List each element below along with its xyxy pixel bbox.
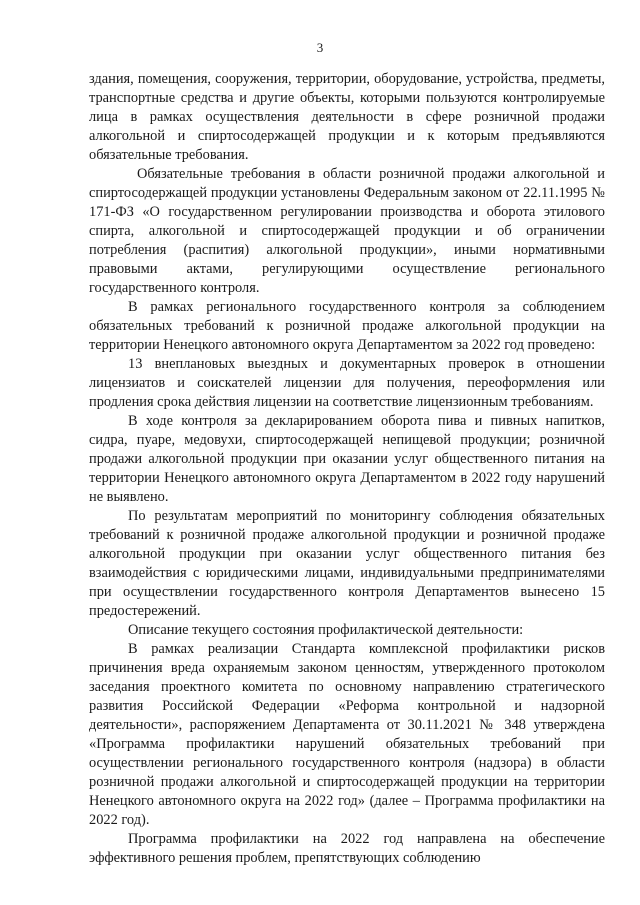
paragraph-declaration-control: В ходе контроля за декларированием оборота пива и пивных напитков, сидра, пуаре, медовухи, спиртосодержащей непищевой продукции; розничной продажи алкогольной продукции при оказании услуг общественного питания на территории Ненецкого автономного округа Департаментом в 2022 году нарушений не выявлено.	[89, 413, 605, 505]
paragraph-inspections: 13 внеплановых выездных и документарных проверок в отношении лицензиатов и соискателей лицензии для получения, переоформления или продления срока действия лицензии на соответствие лицензионным требованиям.	[89, 356, 605, 410]
paragraph-prevention-status-heading: Описание текущего состояния профилактической деятельности:	[128, 622, 524, 638]
document-body	[89, 70, 605, 868]
paragraph-objects-continuation: здания, помещения, сооружения, территории, оборудование, устройства, предметы, транспортные средства и другие объекты, которыми пользуются контролируемые лица в рамках осуществления деятельности в сфере розничной продажи алкогольной и спиртосодержащей продукции и к которым предъявляются обязательные требования.	[89, 71, 605, 163]
page-number: 3	[316, 40, 324, 55]
paragraph-monitoring-results: По результатам мероприятий по мониторингу соблюдения обязательных требований к розничной продаже алкогольной продукции и розничной продаже алкогольной продукции при оказании услуг общественного питания без взаимодействия с юридическими лицами, индивидуальными предпринимателями при осуществлении государственного контроля Департаментов вынесено 15 предостережений.	[89, 508, 605, 619]
paragraph-mandatory-requirements: Обязательные требования в области розничной продажи алкогольной и спиртосодержащей продукции установлены Федеральным законом от 22.11.1995 № 171-ФЗ «О государственном регулировании производства и оборота этилового спирта, алкогольной и спиртосодержащей продукции и об ограничении потребления (распития) алкогольной продукции», иными нормативными правовыми актами, регулирующими осуществление регионального государственного контроля.	[89, 166, 605, 296]
paragraph-program-goal: Программа профилактики на 2022 год направлена на обеспечение эффективного решения проблем, препятствующих соблюдению	[89, 831, 605, 866]
paragraph-regional-control: В рамках регионального государственного контроля за соблюдением обязательных требований к розничной продаже алкогольной продукции на территории Ненецкого автономного округа Департаментом за 2022 год проведено:	[89, 299, 605, 353]
paragraph-prevention-standard: В рамках реализации Стандарта комплексной профилактики рисков причинения вреда охраняемым законом ценностям, утвержденного протоколом заседания проектного комитета по основному направлению стратегического развития Российской Федерации «Реформа контрольной и надзорной деятельности», распоряжением Департамента от 30.11.2021 № 348 утверждена «Программа профилактики нарушений обязательных требований при осуществлении регионального государственного контроля (надзора) в области розничной продажи алкогольной и спиртосодержащей продукции на территории Ненецкого автономного округа на 2022 год» (далее – Программа профилактики на 2022 год).	[89, 641, 605, 828]
